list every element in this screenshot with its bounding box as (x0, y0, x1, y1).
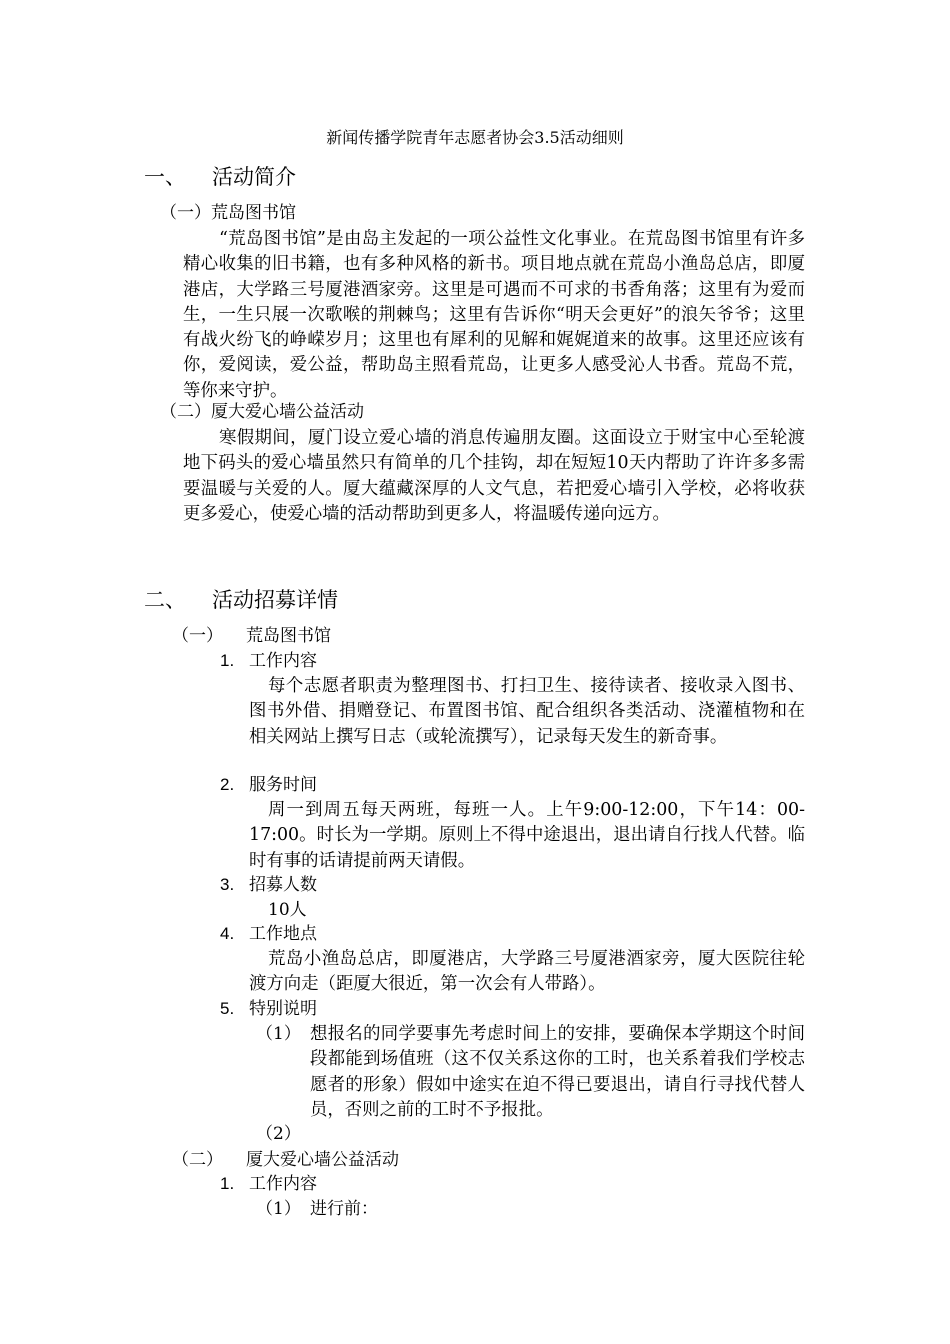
item-label: 特别说明 (249, 999, 317, 1019)
note-2-number: （2） (256, 1124, 301, 1144)
section-1-sub1-paragraph (183, 227, 805, 404)
service-time-paragraph (249, 798, 805, 874)
headcount-value: 10人 (268, 900, 307, 920)
item-number: 5. (220, 999, 235, 1018)
item-label: 工作地点 (249, 924, 317, 944)
note-1-paragraph (310, 1022, 805, 1123)
section-1-sub1-label: （一）荒岛图书馆 (160, 203, 296, 223)
section-2-sub2-number: （二） (172, 1150, 223, 1170)
paragraph-text: 寒假期间，厦门设立爱心墙的消息传遍朋友圈。这面设立于财宝中心至轮渡地下码头的爱心墙虽然只有简单的几个挂钩，却在短短10天内帮助了许许多多需要温暖与关爱的人。厦大蕴藏深厚的人文气息，若把爱心墙引入学校，必将收获更多爱心，使爱心墙的活动帮助到更多人，将温暖传递向远方。 (183, 428, 805, 524)
section-2-sub1-number: （一） (172, 626, 223, 646)
section-2-number: 二、 (144, 588, 186, 612)
item-number: 4. (220, 924, 235, 943)
sub-item-label: 进行前： (310, 1199, 378, 1219)
section-2-sub1-label: 荒岛图书馆 (246, 626, 331, 646)
paragraph-text: 荒岛小渔岛总店，即厦港店，大学路三号厦港酒家旁，厦大医院往轮渡方向走（距厦大很近，第一次会有人带路）。 (249, 949, 805, 995)
item-number: 1. (220, 651, 235, 670)
section-1-sub2-label: （二）厦大爱心墙公益活动 (160, 402, 364, 422)
section-1-number: 一、 (144, 165, 186, 189)
item-label: 招募人数 (249, 875, 317, 895)
work-content-paragraph (249, 674, 805, 750)
paragraph-text: 每个志愿者职责为整理图书、打扫卫生、接待读者、接收录入图书、图书外借、捐赠登记、布置图书馆、配合组织各类活动、浇灌植物和在相关网站上撰写日志（或轮流撰写），记录每天发生的新奇事。 (249, 676, 805, 747)
item-number: 2. (220, 775, 235, 794)
sub-item-number: （1） (256, 1199, 301, 1219)
item-number: 3. (220, 875, 235, 894)
section-1-heading: 活动简介 (212, 165, 296, 189)
section-1-sub2-paragraph (183, 426, 805, 527)
item-label: 工作内容 (249, 651, 317, 671)
paragraph-text: 想报名的同学要事先考虑时间上的安排，要确保本学期这个时间段都能到场值班（这不仅关系这你的工时，也关系着我们学校志愿者的形象）假如中途实在迫不得已要退出，请自行寻找代替人员，否则之前的工时不予报批。 (310, 1024, 805, 1120)
note-1-number: （1） (256, 1024, 301, 1044)
section-2-heading: 活动招募详情 (212, 588, 338, 612)
location-paragraph (249, 947, 805, 998)
item-number: 1. (220, 1174, 235, 1193)
paragraph-text: 周一到周五每天两班，每班一人。上午9:00-12:00，下午14：00-17:00。时长为一学期。原则上不得中途退出，退出请自行找人代替。临时有事的话请提前两天请假。 (249, 800, 805, 871)
item-label: 工作内容 (249, 1174, 317, 1194)
paragraph-text: “荒岛图书馆”是由岛主发起的一项公益性文化事业。在荒岛图书馆里有许多精心收集的旧书籍，也有多种风格的新书。项目地点就在荒岛小渔岛总店，即厦港店，大学路三号厦港酒家旁。这里是可遇而不可求的书香角落；这里有为爱而生，一生只展一次歌喉的荆棘鸟；这里有告诉你“明天会更好”的浪矢爷爷；这里有战火纷飞的峥嵘岁月；这里也有犀利的见解和娓娓道来的故事。这里还应该有你，爱阅读，爱公益，帮助岛主照看荒岛，让更多人感受沁人书香。荒岛不荒，等你来守护。 (183, 229, 805, 401)
document-title: 新闻传播学院青年志愿者协会3.5活动细则 (326, 128, 624, 147)
item-label: 服务时间 (249, 775, 317, 795)
section-2-sub2-label: 厦大爱心墙公益活动 (246, 1150, 399, 1170)
